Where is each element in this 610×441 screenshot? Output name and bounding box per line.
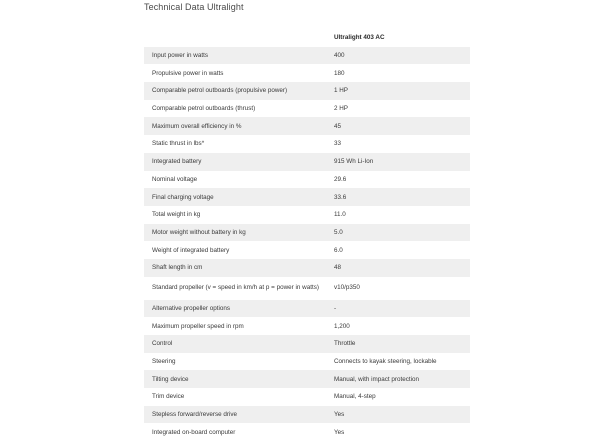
spec-value: 1,200: [326, 317, 470, 335]
spec-value: Manual, with impact protection: [326, 370, 470, 388]
page-title: Technical Data Ultralight: [144, 2, 244, 12]
spec-label: Weight of integrated battery: [144, 241, 326, 259]
spec-value: 45: [326, 117, 470, 135]
table-row: [144, 317, 470, 335]
table-row: [144, 47, 470, 65]
spec-value: 180: [326, 64, 470, 82]
table-row: [144, 370, 470, 388]
spec-label: Comparable petrol outboards (propulsive power): [144, 82, 326, 100]
spec-label: Stepless forward/reverse drive: [144, 406, 326, 424]
spec-value: v10/p350: [326, 277, 470, 300]
table-header-row: [144, 29, 470, 47]
spec-label: Propulsive power in watts: [144, 64, 326, 82]
spec-label: Comparable petrol outboards (thrust): [144, 100, 326, 118]
spec-label: Static thrust in lbs*: [144, 135, 326, 153]
spec-value: 11.0: [326, 206, 470, 224]
spec-label: Total weight in kg: [144, 206, 326, 224]
spec-value: 48: [326, 259, 470, 277]
spec-value: -: [326, 300, 470, 318]
table-row: [144, 423, 470, 441]
spec-value: Throttle: [326, 335, 470, 353]
table-row: [144, 388, 470, 406]
table-row: [144, 188, 470, 206]
table-row: [144, 259, 470, 277]
table-row: [144, 153, 470, 171]
table-row: [144, 100, 470, 118]
table-row: [144, 135, 470, 153]
table-row: [144, 82, 470, 100]
spec-value: 2 HP: [326, 100, 470, 118]
spec-label: Steering: [144, 353, 326, 371]
spec-value: Yes: [326, 423, 470, 441]
spec-label: Input power in watts: [144, 47, 326, 65]
table-row: [144, 206, 470, 224]
spec-label: Integrated on-board computer: [144, 423, 326, 441]
spec-label: Control: [144, 335, 326, 353]
spec-label: Motor weight without battery in kg: [144, 224, 326, 242]
spec-label: Alternative propeller options: [144, 300, 326, 318]
spec-value: 33.6: [326, 188, 470, 206]
spec-value: Manual, 4-step: [326, 388, 470, 406]
spec-label: Tilting device: [144, 370, 326, 388]
spec-label: Integrated battery: [144, 153, 326, 171]
spec-value: 33: [326, 135, 470, 153]
spec-value: Connects to kayak steering, lockable: [326, 353, 470, 371]
table-row: [144, 117, 470, 135]
spec-value: 6.0: [326, 241, 470, 259]
table-header-empty: [144, 29, 326, 47]
table-column-header: Ultralight 403 AC: [326, 29, 470, 47]
spec-value: 1 HP: [326, 82, 470, 100]
spec-label: Shaft length in cm: [144, 259, 326, 277]
spec-label: Standard propeller (v = speed in km/h at p = power in watts): [144, 277, 326, 300]
table-row: [144, 171, 470, 189]
spec-label: Trim device: [144, 388, 326, 406]
table-row: [144, 300, 470, 318]
spec-label: Nominal voltage: [144, 171, 326, 189]
spec-label: Maximum overall efficiency in %: [144, 117, 326, 135]
spec-value: 400: [326, 47, 470, 65]
spec-value: 915 Wh Li-Ion: [326, 153, 470, 171]
table-row: [144, 353, 470, 371]
table-row: [144, 277, 470, 300]
table-row: [144, 406, 470, 424]
spec-value: 5.0: [326, 224, 470, 242]
spec-value: 29.6: [326, 171, 470, 189]
table-row: [144, 241, 470, 259]
spec-value: Yes: [326, 406, 470, 424]
spec-label: Maximum propeller speed in rpm: [144, 317, 326, 335]
table-row: [144, 64, 470, 82]
technical-data-table: [144, 29, 470, 441]
spec-label: Final charging voltage: [144, 188, 326, 206]
table-row: [144, 224, 470, 242]
table-row: [144, 335, 470, 353]
